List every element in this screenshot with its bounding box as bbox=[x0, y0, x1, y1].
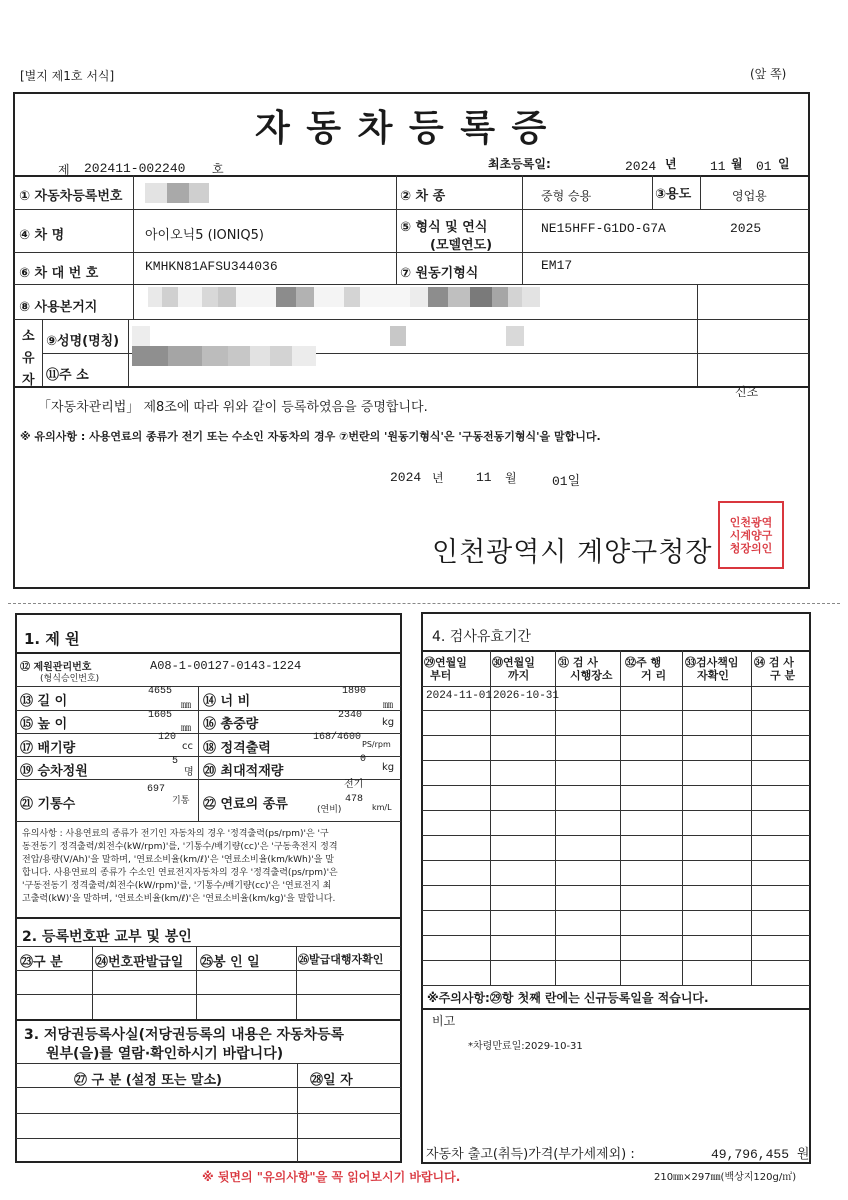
seating-value: 5 bbox=[172, 756, 179, 767]
rated-output-unit: PS/rpm bbox=[362, 740, 391, 749]
plate-col-category: ㉓구 분 bbox=[20, 955, 63, 970]
first-reg-label: 최초등록일: bbox=[488, 157, 551, 171]
certificate-notice: ※ 유의사항 : 사용연료의 종류가 전기 또는 수소인 자동차의 경우 ⑦번란의 '원동기형식'은 '구동전동기형식'을 말합니다. bbox=[20, 430, 601, 443]
insp-row1-to: 2026-10-31 bbox=[493, 690, 560, 702]
displacement-unit: cc bbox=[182, 741, 193, 752]
model-value: NE15HFF-G1DO-G7A bbox=[541, 221, 666, 236]
efficiency-unit: km/L bbox=[372, 803, 392, 812]
reg-no-prefix: 제 bbox=[58, 163, 70, 177]
first-reg-year: 2024 bbox=[625, 159, 657, 174]
owner-address-label: ⑪주 소 bbox=[46, 368, 89, 383]
lien-section-title-1: 3. 저당권등록사실(저당권등록의 내용은 자동차등록 bbox=[24, 1027, 345, 1043]
price-value: 49,796,455 원 bbox=[711, 1147, 810, 1162]
form-number: [별지 제1호 서식] bbox=[20, 69, 115, 83]
width-unit: ㎜ bbox=[383, 700, 393, 711]
gross-weight-unit: kg bbox=[382, 717, 395, 728]
redacted-garage-address bbox=[148, 287, 540, 307]
inspection-note: ※주의사항:㉙항 첫째 란에는 신규등록일을 적습니다. bbox=[427, 991, 709, 1005]
length-label: ⑬ 길 이 bbox=[20, 694, 68, 709]
redacted-owner-name bbox=[132, 326, 524, 346]
paper-spec: 210㎜×297㎜(백상지120g/㎡) bbox=[654, 1172, 797, 1183]
vehicle-name-label: ④ 차 명 bbox=[19, 228, 65, 243]
specs-note bbox=[22, 828, 338, 906]
specs-note-line: 전압/용량(V/Ah)'을 말하며, '연료소비율(km/ℓ)'은 '연료소비율(km/kWh)'을 말 bbox=[22, 855, 334, 865]
vin-value: KMHKN81AFSU344036 bbox=[145, 259, 278, 274]
owner-side-3: 자 bbox=[22, 373, 35, 388]
usage-value: 영업용 bbox=[732, 189, 767, 203]
owner-side-1: 소 bbox=[22, 329, 35, 344]
insp-col-inspector-line1: ㉝검사책임 bbox=[685, 656, 739, 669]
page-side-label: (앞 쪽) bbox=[750, 67, 787, 81]
height-value: 1605 bbox=[148, 710, 173, 721]
insp-col-place-line1: ㉛ 검 사 bbox=[558, 656, 598, 669]
mgmt-no-value: A08-1-00127-0143-1224 bbox=[150, 659, 302, 673]
engine-label: ⑦ 원동기형식 bbox=[400, 266, 479, 281]
redacted-reg-number bbox=[145, 183, 209, 203]
garage-label: ⑧ 사용본거지 bbox=[19, 300, 98, 315]
lien-col-category: ㉗ 구 분 (설정 또는 말소) bbox=[74, 1073, 222, 1088]
usage-label: ③용도 bbox=[655, 187, 692, 202]
vehicle-type-label: ② 차 종 bbox=[400, 189, 446, 204]
vehicle-expiry-note: *차령만료일:2029-10-31 bbox=[468, 1041, 583, 1052]
insp-col-to-line1: ㉚연월일 bbox=[492, 656, 535, 669]
issue-month-unit: 월 bbox=[505, 471, 517, 485]
footer-warning: ※ 뒷면의 "유의사항"을 꼭 읽어보시기 바랍니다. bbox=[202, 1170, 461, 1184]
insp-col-type bbox=[754, 656, 795, 682]
length-unit: ㎜ bbox=[181, 700, 191, 711]
lien-section-title-2: 원부(을)를 열람·확인하시기 바랍니다) bbox=[46, 1046, 284, 1062]
insp-col-type-line1: ㉞ 검 사 bbox=[754, 656, 794, 669]
specs-note-line: 합니다. 사용연료의 종류가 수소인 연료전지자동차의 경우 '정격출력(ps/rpm)'은 bbox=[22, 868, 338, 878]
reg-no-value: 202411-002240 bbox=[84, 161, 186, 176]
insp-col-inspector bbox=[685, 656, 739, 682]
max-load-unit: kg bbox=[382, 762, 395, 773]
plate-col-issue-date: ㉔번호판발급일 bbox=[95, 955, 184, 970]
issuer-name: 인천광역시 계양구청장 bbox=[432, 537, 713, 568]
rated-output-value: 168/4600 bbox=[313, 732, 362, 743]
day-unit: 일 bbox=[778, 157, 790, 171]
issue-year: 2024 bbox=[390, 470, 422, 485]
specs-note-line: 고출력(kW)'을 말하며, '연료소비율(km/ℓ)'은 '연료소비율(km/kg)'을 말합니다. bbox=[22, 894, 336, 904]
insp-col-to-line2: 까지 bbox=[508, 669, 530, 682]
specs-note-line: 유의사항 : 사용연료의 종류가 전기인 자동차의 경우 '정격출력(ps/rpm)'은 '구 bbox=[22, 829, 329, 839]
specs-note-line: '구동전동기 정격출력/회전수(kW/rpm)'를, '기통수/배기량(cc)'은 '연료전지 최 bbox=[22, 881, 332, 891]
seal-line-1: 인천광역 bbox=[729, 515, 773, 529]
cylinders-unit: 기통 bbox=[172, 796, 190, 806]
height-label: ⑮ 높 이 bbox=[20, 717, 68, 732]
model-sub-label: (모델연도) bbox=[430, 238, 493, 253]
issue-year-unit: 년 bbox=[432, 471, 444, 485]
insp-col-mileage-line1: ㉜주 행 bbox=[625, 656, 662, 669]
width-value: 1890 bbox=[342, 686, 367, 697]
rated-output-label: ⑱ 정격출력 bbox=[203, 741, 271, 756]
model-year: 2025 bbox=[730, 221, 762, 236]
remarks-label: 비고 bbox=[432, 1014, 456, 1028]
month-unit: 월 bbox=[731, 157, 743, 171]
year-unit: 년 bbox=[665, 157, 677, 171]
displacement-label: ⑰ 배기량 bbox=[20, 741, 76, 756]
plate-section-title: 2. 등록번호판 교부 및 봉인 bbox=[22, 929, 192, 945]
seal-line-2: 시계양구 bbox=[729, 528, 773, 542]
vin-label: ⑥ 차 대 번 호 bbox=[19, 266, 99, 281]
max-load-label: ⑳ 최대적재량 bbox=[203, 764, 284, 779]
first-reg-month: 11 bbox=[710, 159, 726, 174]
max-load-value: 0 bbox=[360, 754, 367, 765]
mgmt-no-sub: (형식승인번호) bbox=[40, 674, 100, 684]
first-reg-day: 01 bbox=[756, 159, 772, 174]
reg-no-suffix: 호 bbox=[212, 162, 224, 176]
cylinders-value: 697 bbox=[147, 784, 166, 795]
length-value: 4655 bbox=[148, 686, 173, 697]
issue-day: 01일 bbox=[552, 474, 581, 489]
insp-col-mileage-line2: 거 리 bbox=[641, 669, 667, 682]
vehicle-name-value: 아이오닉5 (IONIQ5) bbox=[145, 228, 264, 243]
inspection-title: 4. 검사유효기간 bbox=[432, 629, 531, 645]
model-label: ⑤ 형식 및 연식 bbox=[400, 220, 488, 235]
owner-name-label: ⑨성명(명칭) bbox=[46, 334, 120, 349]
insp-col-place-line2: 시행장소 bbox=[570, 669, 613, 682]
official-seal-stamp bbox=[718, 501, 784, 569]
seal-line-3: 청장의인 bbox=[729, 541, 773, 555]
cylinders-label: ㉑ 기통수 bbox=[20, 797, 76, 812]
insp-col-mileage bbox=[625, 656, 666, 682]
efficiency-value: 478 bbox=[345, 794, 364, 805]
fuel-type-value: 전기 bbox=[344, 779, 364, 790]
redacted-owner-address bbox=[132, 346, 316, 366]
owner-side-2: 유 bbox=[22, 351, 35, 366]
insp-col-from-line1: ㉙연월일 bbox=[424, 656, 467, 669]
insp-row1-from: 2024-11-01 bbox=[426, 690, 493, 702]
vehicle-type-value: 중형 승용 bbox=[541, 189, 592, 203]
height-unit: ㎜ bbox=[181, 723, 191, 734]
seating-label: ⑲ 승차정원 bbox=[20, 764, 88, 779]
certification-statement: 「자동차관리법」 제8조에 따라 위와 같이 등록하였음을 증명합니다. bbox=[38, 400, 428, 415]
specs-title: 1. 제 원 bbox=[24, 630, 80, 648]
price-label: 자동차 출고(취득)가격(부가세제외) : bbox=[426, 1147, 635, 1162]
seating-unit: 명 bbox=[184, 767, 194, 778]
fold-separator bbox=[8, 603, 840, 604]
insp-col-from-line2: 부터 bbox=[430, 669, 452, 682]
fuel-type-label: ㉒ 연료의 종류 bbox=[203, 797, 288, 812]
reg-number-label: ① 자동차등록번호 bbox=[19, 189, 123, 204]
document-title: 자 동 차 등 록 증 bbox=[255, 107, 549, 149]
insp-col-inspector-line2: 자확인 bbox=[697, 669, 729, 682]
lien-col-date: ㉘일 자 bbox=[310, 1073, 353, 1088]
gross-weight-value: 2340 bbox=[338, 710, 363, 721]
insp-col-type-line2: 구 분 bbox=[770, 669, 796, 682]
insp-col-to bbox=[492, 656, 535, 682]
width-label: ⑭ 너 비 bbox=[203, 694, 251, 709]
plate-col-seal-date: ㉕봉 인 일 bbox=[200, 955, 260, 970]
gross-weight-label: ⑯ 총중량 bbox=[203, 717, 259, 732]
insp-col-from bbox=[424, 656, 467, 682]
specs-note-line: 동전동기 정격출력/회전수(kW/rpm)'를, '기통수/배기량(cc)'은 '구동축전지 정격 bbox=[22, 842, 338, 852]
insp-col-place bbox=[558, 656, 613, 682]
new-registration-mark: 신조 bbox=[735, 385, 759, 399]
engine-value: EM17 bbox=[541, 258, 573, 273]
mgmt-no-label: ⑫ 제원관리번호 bbox=[20, 662, 92, 673]
plate-col-agent-check: ㉖발급대행자확인 bbox=[298, 953, 384, 966]
efficiency-label: (연비) bbox=[317, 805, 342, 815]
displacement-value: 120 bbox=[158, 732, 177, 743]
issue-month: 11 bbox=[476, 470, 492, 485]
